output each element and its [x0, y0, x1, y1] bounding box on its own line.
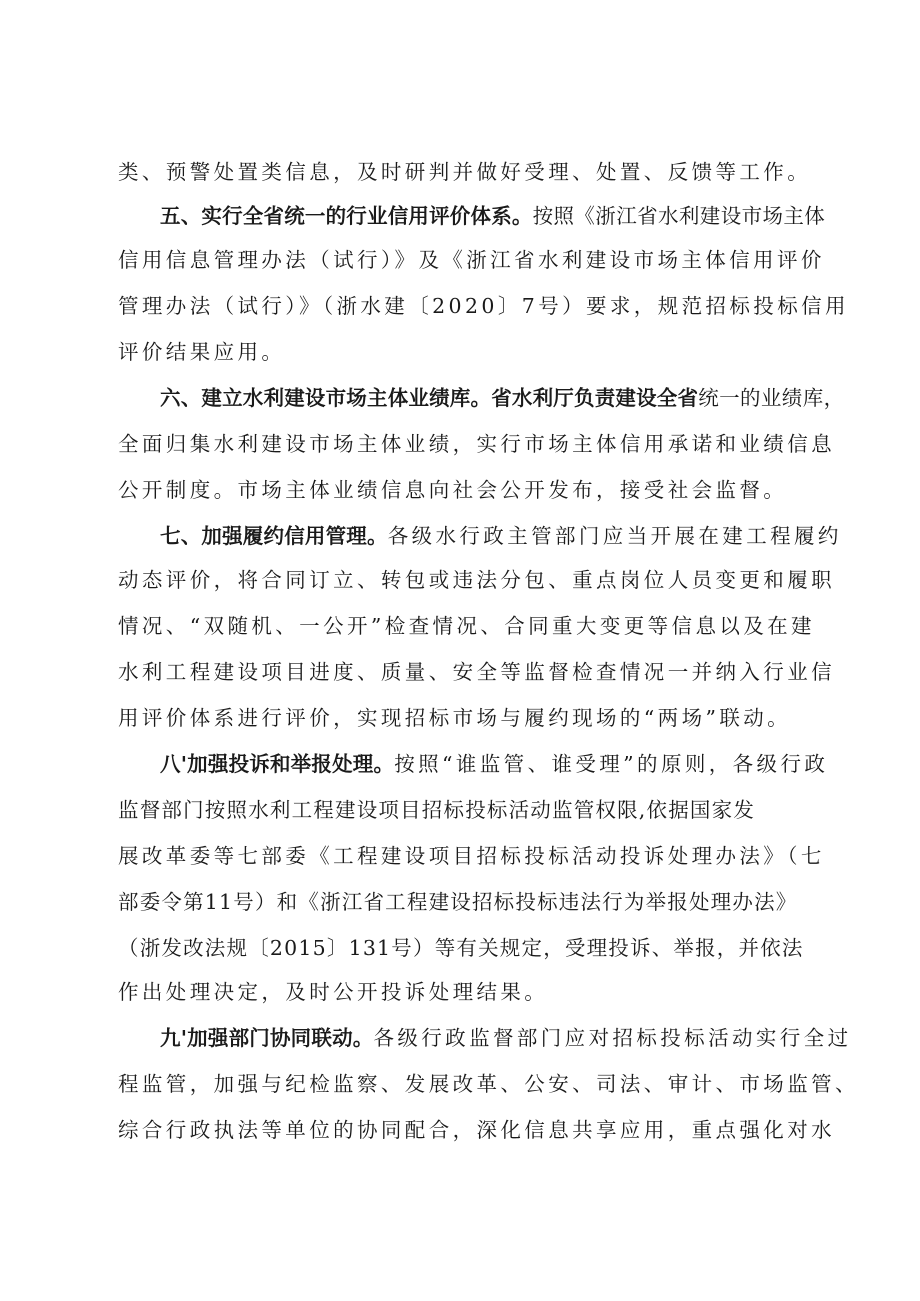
body-text-line	[118, 698, 818, 738]
body-text-line	[118, 928, 818, 968]
section-heading-6: 六、建立水利建设市场主体业绩库。省水利厅负责建设全省	[160, 386, 699, 410]
paragraph-5-first-line	[160, 196, 826, 236]
body-text-line	[118, 332, 818, 372]
body-text-line	[118, 836, 825, 876]
text-run: （浙发改法规〔2015〕131号）等有关规定，受理投诉、举报，并依法	[118, 936, 804, 960]
text-run: 按照《浙江省水利建设市场主体	[532, 204, 826, 228]
body-text-line	[118, 424, 835, 464]
text-run: 各级水行政主管部门应当开展在建工程履约	[387, 524, 842, 548]
body-text-line	[118, 286, 849, 326]
body-text-line	[118, 972, 818, 1012]
body-text-line	[118, 790, 818, 830]
text-run: 统一的业绩库，	[698, 386, 845, 410]
text-run: 公开制度。市场主体业绩信息向社会公开发布，接受社会监督。	[118, 478, 788, 502]
section-heading-8: 八'加强投诉和举报处理。	[160, 752, 395, 776]
paragraph-7-first-line	[160, 516, 842, 556]
body-text-line	[118, 560, 835, 600]
text-run: 管理办法（试行）》（浙水建〔2020〕7号）要求，规范招标投标信用	[118, 294, 849, 318]
body-text-line	[118, 1064, 859, 1104]
text-run: 评价结果应用。	[118, 340, 286, 364]
body-text-line	[118, 470, 818, 510]
paragraph-6-first-line	[160, 378, 845, 418]
body-text-line	[118, 152, 818, 192]
body-text-line	[118, 882, 818, 922]
text-run: 展改革委等七部委《工程建设项目招标投标活动投诉处理办法》（七	[118, 844, 825, 868]
text-run: 部委令第11号）和《浙江省工程建设招标投标违法行为举报处理办法》	[118, 890, 798, 914]
section-heading-5: 五、实行全省统一的行业信用评价体系。	[160, 204, 533, 228]
body-text-line	[118, 1110, 835, 1150]
text-run: 作出处理决定，及时公开投诉处理结果。	[118, 980, 549, 1004]
text-run: 综合行政执法等单位的协同配合，深化信息共享应用，重点强化对水	[118, 1118, 835, 1142]
text-run: 信用信息管理办法（试行）》及《浙江省水利建设市场主体信用评价	[118, 248, 825, 272]
paragraph-8-first-line	[160, 744, 829, 784]
body-text-line	[118, 240, 825, 280]
body-text-line	[118, 606, 818, 646]
text-run: 类、预警处置类信息，及时研判并做好受理、处置、反馈等工作。	[118, 160, 812, 184]
text-run: 动态评价，将合同订立、转包或违法分包、重点岗位人员变更和履职	[118, 568, 835, 592]
body-text-line	[118, 652, 835, 692]
text-run: 水利工程建设项目进度、质量、安全等监督检查情况一并纳入行业信	[118, 660, 835, 684]
section-heading-9: 九'加强部门协同联动。	[160, 1026, 374, 1050]
text-run: 监督部门按照水利工程建设项目招标投标活动监管权限,依据国家发	[118, 798, 756, 822]
text-run: 情况、“双随机、一公开”检查情况、合同重大变更等信息以及在建	[118, 614, 815, 638]
text-run: 各级行政监督部门应对招标投标活动实行全过	[373, 1026, 852, 1050]
text-run: 程监管，加强与纪检监察、发展改革、公安、司法、审计、市场监管、	[118, 1072, 859, 1096]
text-run: 用评价体系进行评价，实现招标市场与履约现场的“两场”联动。	[118, 706, 792, 730]
text-run: 全面归集水利建设市场主体业绩，实行市场主体信用承诺和业绩信息	[118, 432, 835, 456]
text-run: 按照“谁监管、谁受理”的原则，各级行政	[394, 752, 829, 776]
paragraph-9-first-line	[160, 1018, 852, 1058]
section-heading-7: 七、加强履约信用管理。	[160, 524, 388, 548]
